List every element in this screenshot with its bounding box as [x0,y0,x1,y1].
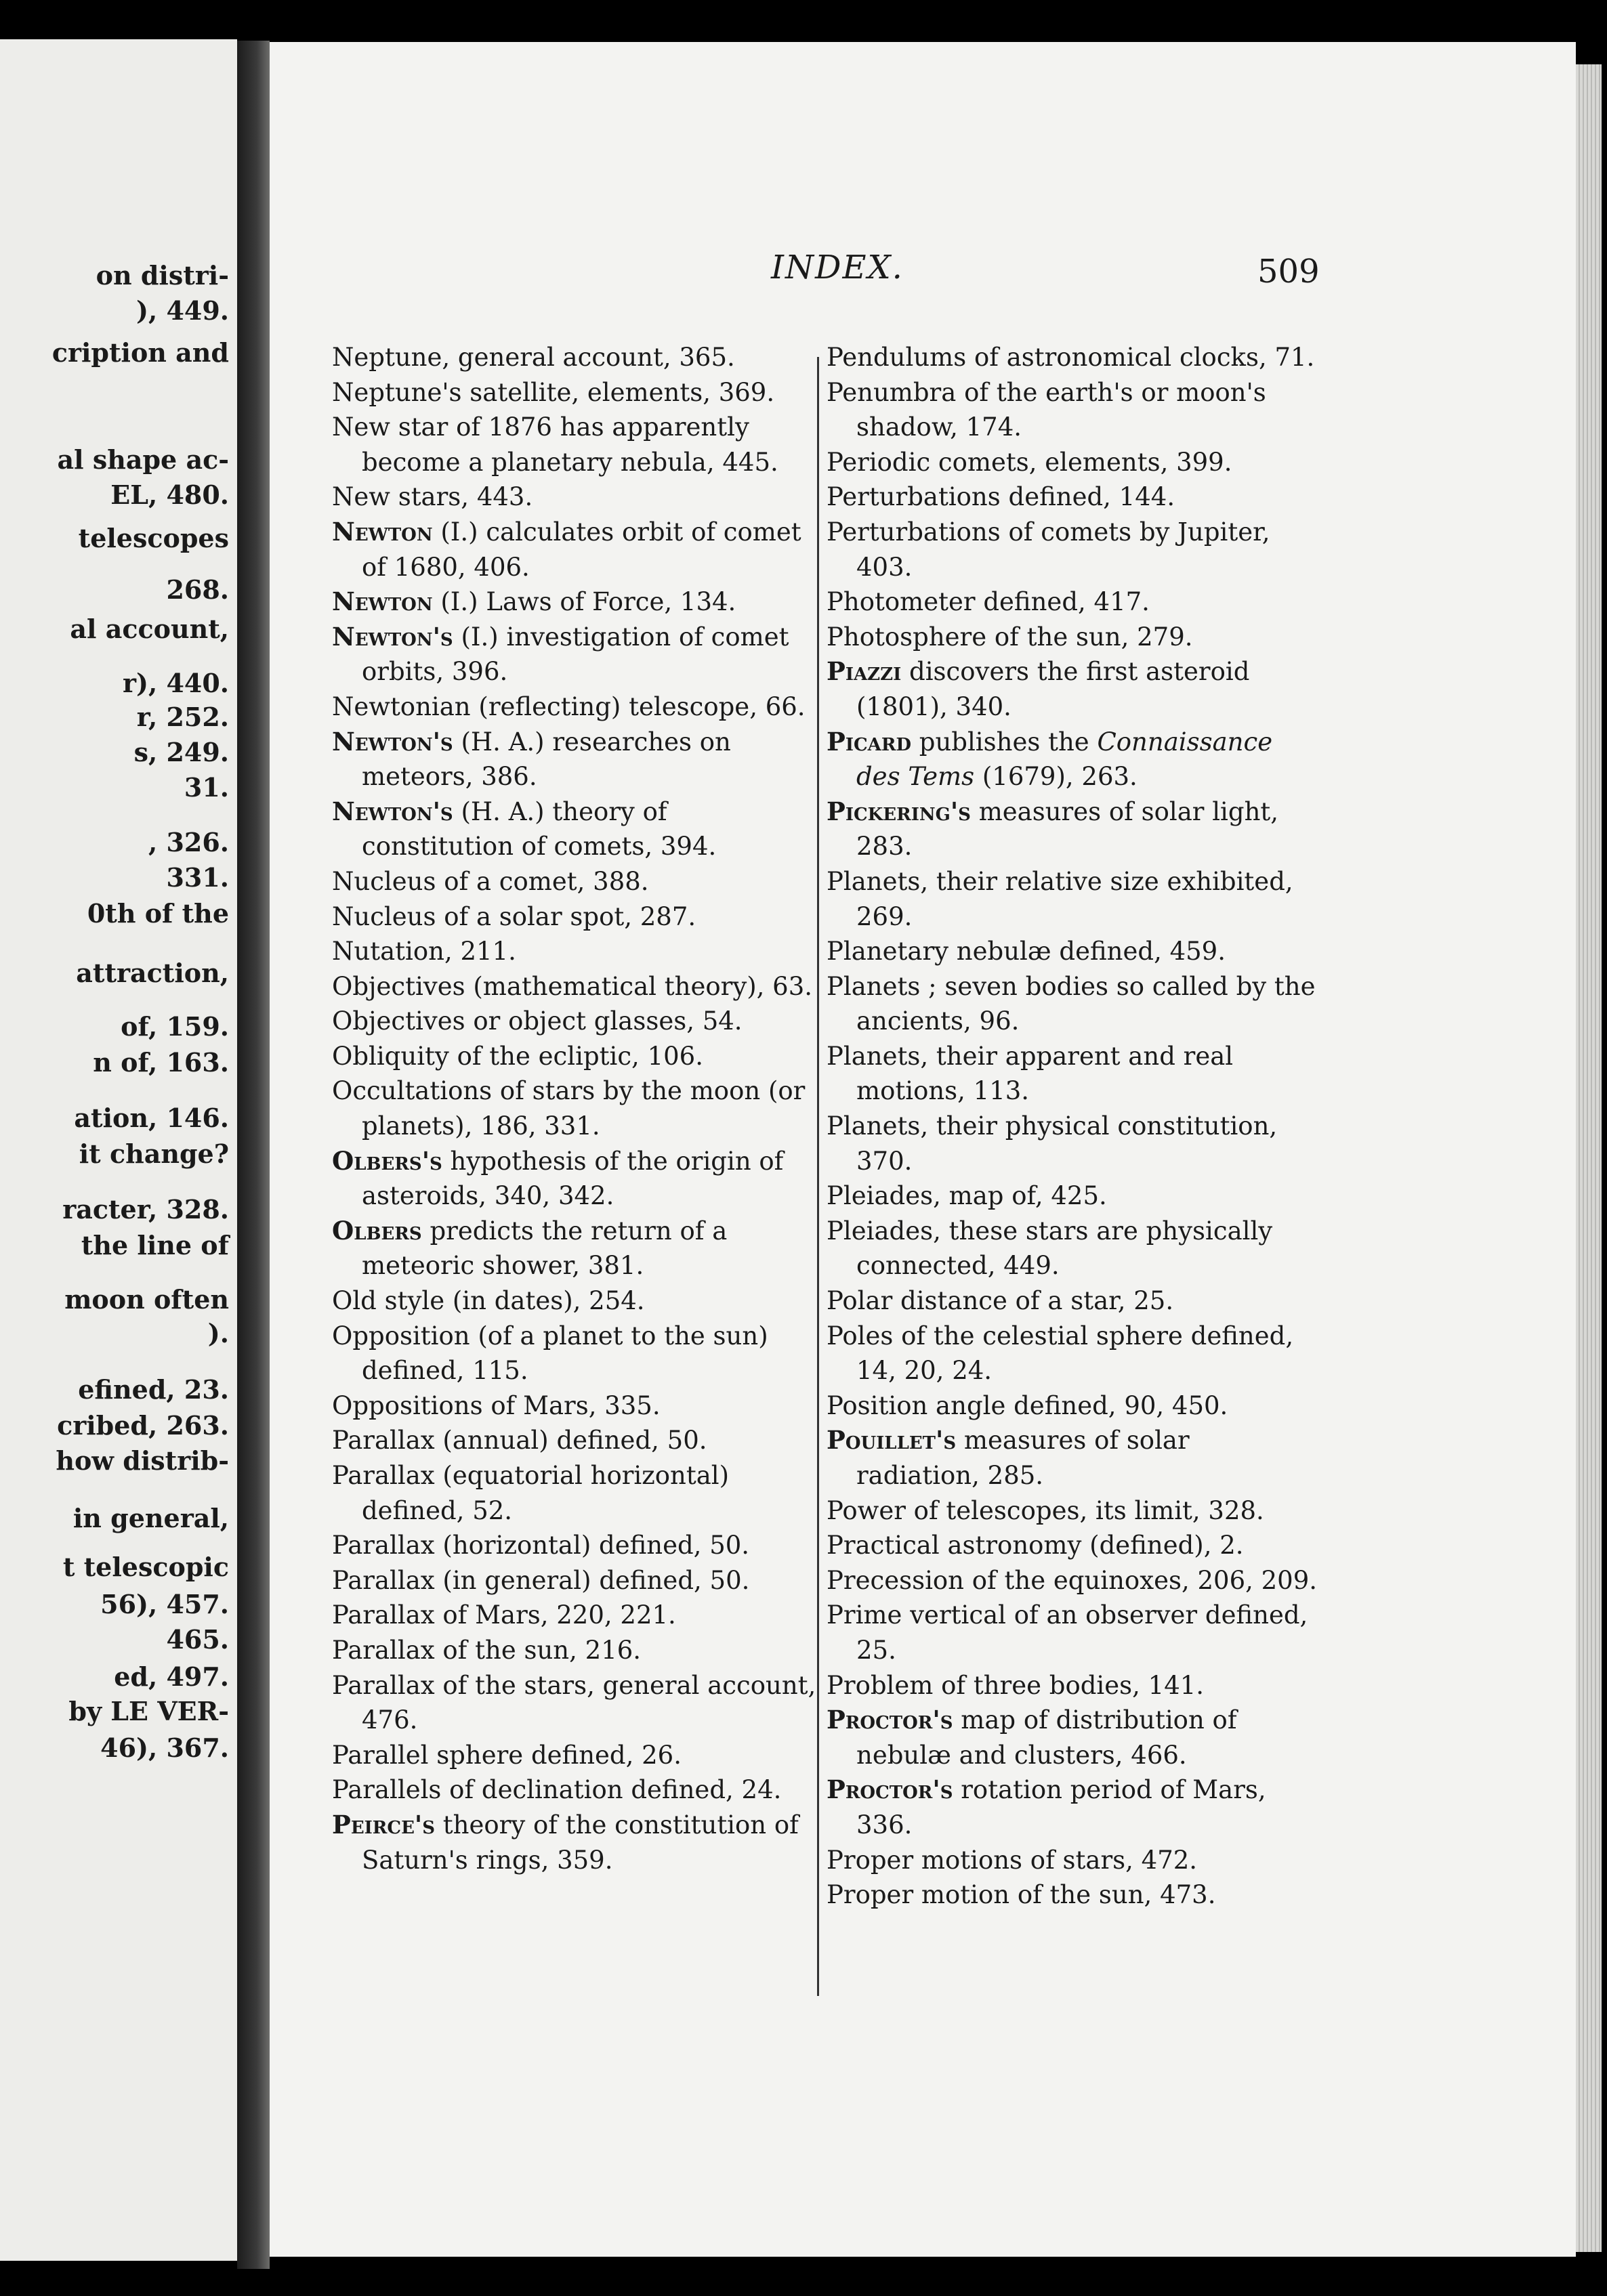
running-head [270,249,1576,289]
index-entry [332,1808,822,1877]
left-page-text-fragment: ). [207,1318,229,1348]
entry-text: Periodic comets, elements, 399. [827,447,1232,477]
entry-text: rotation period of Mars, 336. [856,1775,1266,1840]
entry-text: (H. A.) researches on meteors, 386. [362,727,731,792]
entry-text: measures of solar radiation, 285. [856,1426,1190,1490]
page-edges [1576,64,1602,2252]
index-entry [827,1843,1317,1878]
entry-text: Planets, their apparent and real motions, 113. [827,1041,1234,1106]
index-entry [332,899,822,935]
left-page-text-fragment: how distrib- [56,1445,229,1476]
index-entry [827,1423,1317,1493]
index-entry [827,1493,1317,1529]
entry-text: Nucleus of a solar spot, 287. [332,901,696,931]
entry-text: Oppositions of Mars, 335. [332,1390,661,1420]
index-entry [332,1668,822,1738]
index-entry [332,340,822,375]
entry-text: Parallax of Mars, 220, 221. [332,1600,676,1630]
index-entry [332,969,822,1004]
left-page-text-fragment: ), 449. [136,295,229,326]
index-entry [332,1039,822,1074]
index-entry [332,1004,822,1039]
index-entry [332,1528,822,1563]
entry-text: Objectives (mathematical theory), 63. [332,971,813,1001]
entry-text: Neptune's satellite, elements, 369. [332,377,775,407]
entry-text: Position angle defined, 90, 450. [827,1390,1228,1420]
left-page-text-fragment: 0th of the [87,898,229,929]
entry-text: Pendulums of astronomical clocks, 71. [827,343,1315,372]
left-page-text-fragment: efined, 23. [78,1374,229,1405]
entry-text: Proper motions of stars, 472. [827,1845,1198,1875]
entry-text-tail: (1679), 263. [974,762,1138,792]
index-entry [332,620,822,689]
index-entry [332,1319,822,1388]
index-entry [827,1877,1317,1913]
index-entry [827,515,1317,584]
page-number: 509 [1257,253,1320,291]
entry-name: Piazzi [827,656,902,687]
left-page-text-fragment: cription and [51,337,229,368]
index-entry [827,1528,1317,1563]
index-entry [827,1283,1317,1319]
index-entry [332,1073,822,1143]
index-entry [827,864,1317,934]
index-entry [332,864,822,899]
entry-name: Olbers [332,1215,422,1246]
left-page-text-fragment: r), 440. [122,668,229,698]
entry-text: Parallels of declination defined, 24. [332,1775,782,1805]
entry-text: Newtonian (reflecting) telescope, 66. [332,692,806,721]
running-title: INDEX. [771,249,904,286]
left-page-text-fragment: ation, 146. [74,1103,229,1133]
entry-text: New stars, 443. [332,482,533,512]
left-page-text-fragment: moon often [64,1284,229,1315]
entry-text: Parallax (annual) defined, 50. [332,1426,707,1455]
left-page-text-fragment: it change? [79,1139,229,1169]
left-page-text-fragment: racter, 328. [62,1194,229,1225]
entry-text: Photosphere of the sun, 279. [827,622,1193,652]
entry-text: Parallax (equatorial horizontal) defined, 52. [332,1461,730,1525]
index-entry [332,794,822,864]
left-page-text-fragment: 465. [166,1624,229,1655]
left-page-text-fragment: 46), 367. [100,1732,229,1763]
entry-text: Planetary nebulæ defined, 459. [827,937,1226,966]
index-entry [332,1458,822,1528]
index-entry [827,654,1317,724]
index-entry [827,794,1317,864]
index-entry [827,1214,1317,1283]
entry-name: Proctor's [827,1705,953,1735]
entry-text: Nutation, 211. [332,937,516,966]
entry-name: Pickering's [827,796,971,826]
entry-text: Polar distance of a star, 25. [827,1286,1174,1316]
entry-text: Pleiades, these stars are physically connected, 449. [827,1216,1273,1281]
entry-text: predicts the return of a meteoric shower, 381. [362,1216,728,1281]
entry-text: (I.) calculates orbit of comet of 1680, 406. [362,517,801,582]
index-entry [827,445,1317,480]
left-page-text-fragment: al account, [70,614,229,644]
entry-text: Proper motion of the sun, 473. [827,1880,1216,1910]
entry-text: Parallax of the stars, general account, 476. [332,1670,816,1735]
entry-text: New star of 1876 has apparently become a planetary nebula, 445. [332,412,778,477]
index-entry [332,934,822,969]
entry-name: Newton's [332,796,453,826]
index-entry [827,1109,1317,1178]
left-page-text-fragment: n of, 163. [93,1047,229,1078]
index-entry [332,1283,822,1319]
entry-text: Power of telescopes, its limit, 328. [827,1495,1264,1525]
index-entry [827,340,1317,375]
left-page-text-fragment: al shape ac- [57,444,229,475]
entry-text: Poles of the celestial sphere defined, 14, 20, 24. [827,1321,1294,1386]
index-entry [827,1388,1317,1424]
index-entry [827,1668,1317,1703]
entry-text: hypothesis of the origin of asteroids, 340, 342. [362,1146,784,1211]
index-entry [827,1772,1317,1842]
entry-text: theory of the constitution of Saturn's rings, 359. [362,1810,799,1875]
index-entry [827,1598,1317,1667]
left-page-text-fragment: , 326. [148,827,229,857]
index-entry [332,375,822,410]
index-entry [827,1039,1317,1109]
entry-text: Opposition (of a planet to the sun) defined, 115. [332,1321,768,1386]
index-entry [332,1633,822,1668]
entry-text: publishes the [911,727,1098,757]
index-entry [827,1178,1317,1214]
left-page-text-fragment: 268. [166,574,229,605]
book-gutter [237,41,270,2269]
entry-name: Olbers's [332,1145,442,1176]
entry-text: Problem of three bodies, 141. [827,1670,1205,1700]
left-page-text-fragment: on distri- [96,260,229,291]
entry-text: Photometer defined, 417. [827,587,1150,617]
index-column-right [827,340,1572,1913]
entry-name: Newton's [332,621,453,652]
entry-text: Old style (in dates), 254. [332,1286,645,1316]
index-entry [827,584,1317,620]
index-entry [332,1598,822,1633]
left-page-fragment [0,39,237,2261]
entry-text: Parallax (horizontal) defined, 50. [332,1531,750,1560]
left-page-text-fragment: of, 159. [121,1011,229,1042]
entry-name: Pouillet's [827,1425,957,1455]
index-entry [827,375,1317,445]
left-page-text-fragment: 331. [166,862,229,893]
left-page-text-fragment: by LE VER- [68,1696,229,1726]
entry-text: discovers the first asteroid (1801), 340. [856,657,1250,721]
index-entry [827,969,1317,1039]
index-entry [332,1214,822,1283]
left-page-text-fragment: telescopes [78,523,229,553]
index-entry [332,515,822,584]
index-entry [332,725,822,794]
left-page-text-fragment: 56), 457. [100,1589,229,1619]
index-entry [332,410,822,480]
index-entry [332,1772,822,1808]
entry-text: Penumbra of the earth's or moon's shadow, 174. [827,377,1266,442]
entry-text: Pleiades, map of, 425. [827,1181,1107,1211]
index-entry [332,1563,822,1598]
entry-text: (I.) investigation of comet orbits, 396. [362,622,789,687]
entry-name: Peirce's [332,1809,436,1840]
left-page-text-fragment: t telescopic [62,1552,229,1582]
entry-text: Precession of the equinoxes, 206, 209. [827,1565,1318,1595]
left-page-text-fragment: ed, 497. [114,1661,229,1692]
entry-name: Newton's [332,726,453,757]
index-entry [332,1144,822,1214]
entry-italic-title: Connaissance des Tems [856,727,1273,792]
entry-text: Planets ; seven bodies so called by the ancients, 96. [827,971,1316,1036]
entry-text: Planets, their physical constitution, 370. [827,1111,1278,1176]
entry-name: Newton [332,587,433,617]
entry-text: Prime vertical of an observer defined, 25. [827,1600,1308,1665]
index-entry [332,1423,822,1458]
entry-name: Proctor's [827,1774,953,1805]
index-entry [332,584,822,620]
left-page-text-fragment: r, 252. [136,702,229,732]
entry-text: Planets, their relative size exhibited, 269. [827,866,1293,931]
entry-text: (I.) Laws of Force, 134. [432,587,736,617]
index-entry [332,1388,822,1424]
entry-name: Newton [332,516,433,547]
left-page-text-fragment: s, 249. [133,737,229,767]
left-page-text-fragment: the line of [81,1230,229,1260]
entry-text: Occultations of stars by the moon (or planets), 186, 331. [332,1076,806,1141]
left-page-text-fragment: attraction, [76,958,229,988]
left-page-text-fragment: 31. [184,772,229,803]
left-page-text-fragment: EL, 480. [110,480,229,510]
index-entry [332,1738,822,1773]
index-entry [827,1563,1317,1598]
index-entry [827,1703,1317,1772]
entry-text: Perturbations defined, 144. [827,482,1175,512]
entry-text: Practical astronomy (defined), 2. [827,1531,1244,1560]
index-entry [332,689,822,725]
entry-text: Nucleus of a comet, 388. [332,866,649,896]
left-page-text-fragment: cribed, 263. [57,1410,229,1441]
index-entry [827,725,1317,794]
entry-text: Obliquity of the ecliptic, 106. [332,1041,703,1071]
entry-text: Parallax of the sun, 216. [332,1635,642,1665]
index-entry [827,480,1317,515]
index-entry [827,620,1317,655]
entry-text: Neptune, general account, 365. [332,343,735,372]
left-page-text-fragment: in general, [72,1503,229,1533]
entry-text: Perturbations of comets by Jupiter, 403. [827,517,1270,582]
entry-text: Objectives or object glasses, 54. [332,1006,743,1036]
entry-name: Picard [827,726,912,757]
entry-text: measures of solar light, 283. [856,796,1279,862]
index-entry [332,480,822,515]
entry-text: map of distribution of nebulæ and clusters, 466. [856,1705,1237,1770]
index-entry [827,1319,1317,1388]
entry-text: (H. A.) theory of constitution of comets, 394. [362,796,717,862]
entry-text: Parallel sphere defined, 26. [332,1740,682,1770]
index-entry [827,934,1317,969]
entry-text: Parallax (in general) defined, 50. [332,1565,750,1595]
index-page [270,42,1576,2257]
